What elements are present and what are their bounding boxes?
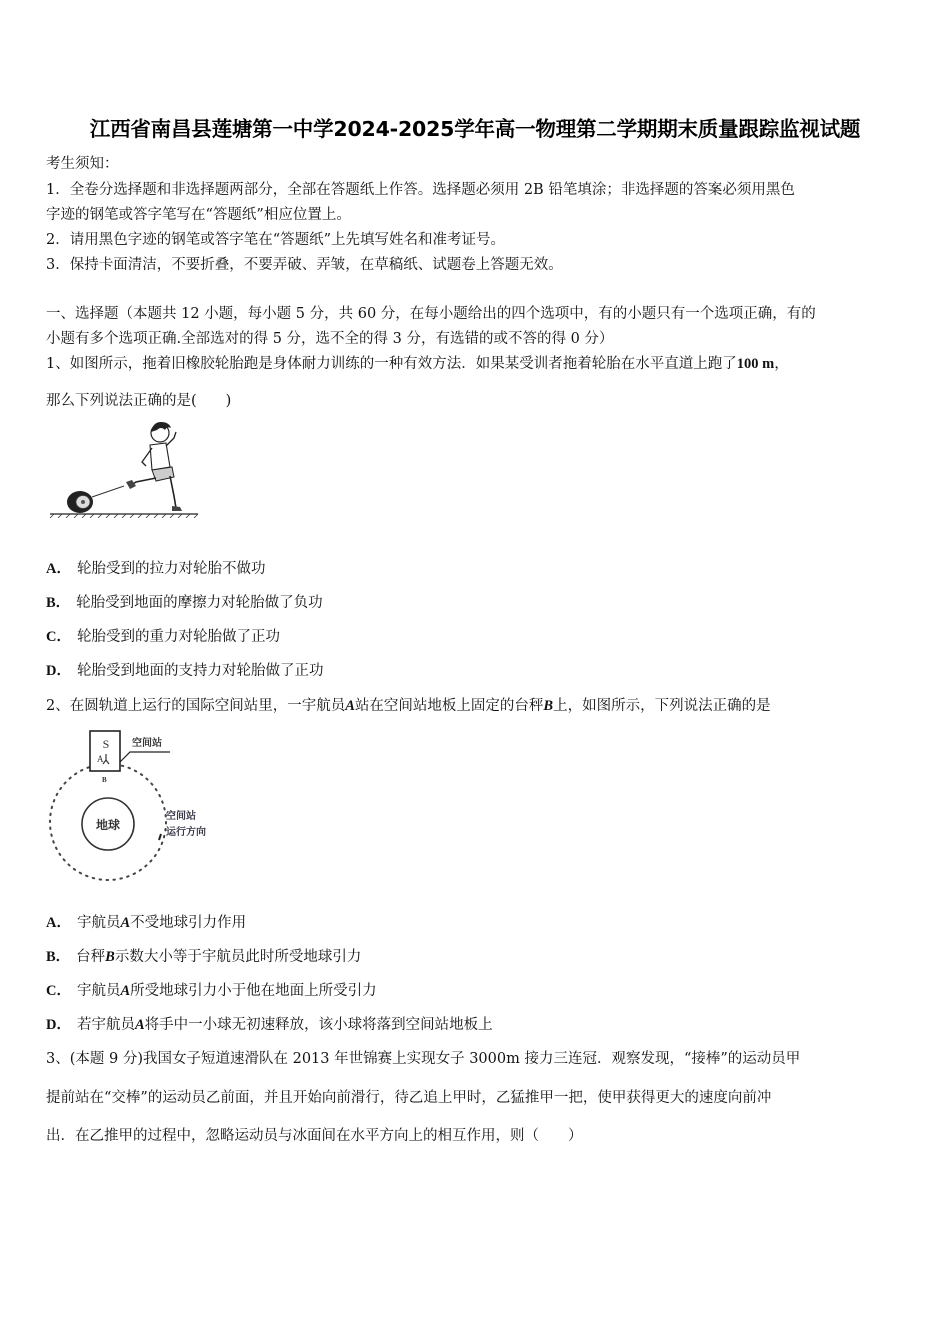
notice-heading: 考生须知：: [46, 156, 119, 172]
option-var: A: [120, 983, 131, 999]
option-text: 轮胎受到的拉力对轮胎不做功: [76, 561, 266, 577]
document-title: 江西省南昌县莲塘第一中学2024-2025学年高一物理第二学期期末质量跟踪监视试题: [89, 117, 861, 141]
option-text: 轮胎受到的重力对轮胎做了正功: [76, 629, 280, 645]
q1-distance: 100 m: [736, 356, 775, 372]
q2-stem-part-1: 2、在圆轨道上运行的国际空间站里，一宇航员: [46, 698, 346, 714]
option-letter: D．: [46, 1017, 71, 1033]
option-letter: B．: [46, 949, 71, 965]
option-letter: C．: [46, 983, 71, 999]
q3-stem-line-3: 出．在乙推甲的过程中，忽略运动员与冰面间在水平方向上的相互作用，则（ ）: [46, 1128, 583, 1144]
q1-stem-text: 1、如图所示，拖着旧橡胶轮胎跑是身体耐力训练的一种有效方法．如果某受训者拖着轮胎在水平直道上跑了: [46, 356, 737, 372]
direction-label-2: 运行方向: [166, 827, 206, 838]
q1-option-d[interactable]: [46, 659, 323, 680]
q2-stem-part-2: 站在空间站地板上固定的台秤: [354, 698, 544, 714]
q2-var-b: B: [543, 698, 554, 714]
q2-stem: [46, 694, 771, 715]
option-text: 若宇航员: [76, 1017, 135, 1033]
q3-stem-line-1: 3、(本题 9 分)我国女子短道速滑队在 2013 年世锦赛上实现女子 3000m 接力三连冠．观察发现，“接棒”的运动员甲: [46, 1051, 801, 1067]
q1-option-a[interactable]: [46, 557, 265, 578]
option-text: 轮胎受到地面的支持力对轮胎做了正功: [76, 663, 324, 679]
option-var: A: [120, 915, 131, 931]
section-instructions-line-2: 小题有多个选项正确.全部选对的得 5 分，选不全的得 3 分，有选错的或不答的得 0 分）: [46, 331, 614, 347]
option-text: 轮胎受到地面的摩擦力对轮胎做了负功: [76, 595, 323, 611]
notice-item-2: 2．请用黑色字迹的钢笔或答字笔在“答题纸”上先填写姓名和准考证号。: [46, 232, 506, 248]
option-text: 台秤: [76, 949, 106, 965]
svg-text:S: S: [102, 737, 110, 751]
section-instructions-line-1: 一、选择题（本题共 12 小题，每小题 5 分，共 60 分，在每小题给出的四个选项中，有的小题只有一个选项正确，有的: [46, 306, 816, 322]
runner-dragging-tire-figure: [46, 418, 206, 518]
q2-option-c[interactable]: [46, 979, 377, 1000]
scale-label-b: B: [102, 776, 107, 784]
q1-stem-line-2: 那么下列说法正确的是( ): [46, 393, 232, 409]
option-letter: A．: [46, 915, 71, 931]
option-letter: B．: [46, 595, 71, 611]
option-text: 不受地球引力作用: [130, 915, 247, 931]
notice-item-3: 3．保持卡面清洁，不要折叠，不要弄破、弄皱，在草稿纸、试题卷上答题无效。: [46, 257, 563, 273]
q2-option-b[interactable]: [46, 945, 361, 966]
q2-stem-part-3: 上，如图所示，下列说法正确的是: [553, 698, 771, 714]
option-text: 将手中一小球无初速释放，该小球将落到空间站地板上: [144, 1017, 493, 1033]
earth-label: 地球: [95, 818, 121, 832]
option-var: B: [105, 949, 115, 965]
option-text: 所受地球引力小于他在地面上所受引力: [130, 983, 377, 999]
notice-item-1-cont: 字迹的钢笔或答字笔写在“答题纸”相应位置上。: [46, 207, 351, 223]
q2-option-d[interactable]: [46, 1013, 493, 1034]
direction-label-1: 空间站: [166, 811, 196, 822]
q1-stem-line-1: [46, 352, 789, 373]
option-var: A: [134, 1017, 145, 1033]
option-letter: D．: [46, 663, 71, 679]
space-station-orbit-figure: [46, 726, 236, 888]
option-text: 宇航员: [76, 915, 121, 931]
station-label: 空间站: [132, 738, 162, 749]
notice-item-1: 1．全卷分选择题和非选择题两部分，全部在答题纸上作答。选择题必须用 2B 铅笔填涂；非选择题的答案必须用黑色: [46, 182, 795, 198]
q2-option-a[interactable]: [46, 911, 246, 932]
runner-tire-illustration-icon: [46, 418, 206, 518]
q1-option-b[interactable]: [46, 591, 323, 612]
q1-stem-punct: ，: [774, 356, 789, 372]
option-text: 示数大小等于宇航员此时所受地球引力: [114, 949, 362, 965]
q2-var-a: A: [345, 698, 355, 714]
option-text: 宇航员: [76, 983, 121, 999]
orbit-diagram-icon: [46, 726, 236, 888]
option-letter: A．: [46, 561, 71, 577]
astronaut-label-a: A: [97, 754, 104, 764]
option-letter: C．: [46, 629, 71, 645]
q1-option-c[interactable]: [46, 625, 280, 646]
q3-stem-line-2: 提前站在“交棒”的运动员乙前面，并且开始向前滑行，待乙追上甲时，乙猛推甲一把，使甲获得更大的速度向前冲: [46, 1090, 772, 1106]
